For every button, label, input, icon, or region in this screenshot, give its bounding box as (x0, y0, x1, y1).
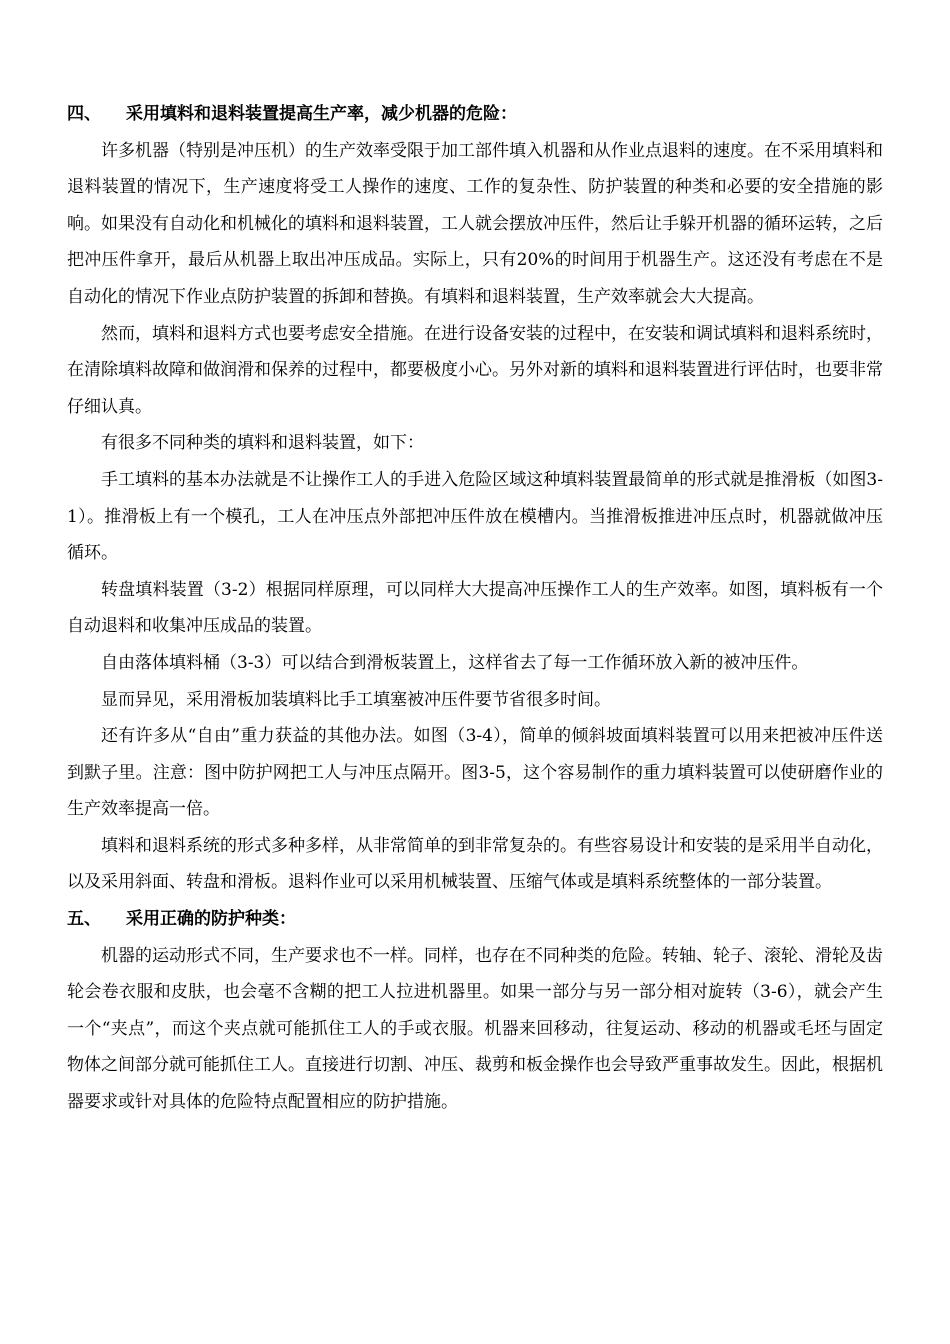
paragraph: 机器的运动形式不同，生产要求也不一样。同样，也存在不同种类的危险。转轴、轮子、滚轮、滑轮及齿轮会卷衣服和皮肤，也会毫不含糊的把工人拉进机器里。如果一部分与另一部分相对旋转（3-6），就会产生一个“夹点”，而这个夹点就可能抓住工人的手或衣服。机器来回移动，往复运动、移动的机器或毛坯与固定物体之间部分就可能抓住工人。直接进行切割、冲压、裁剪和板金操作也会导致严重事故发生。因此，根据机器要求或针对具体的危险特点配置相应的防护措施。 (67, 945, 883, 1113)
paragraph: 手工填料的基本办法就是不让操作工人的手进入危险区域这种填料装置最简单的形式就是推滑板（如图3-1）。推滑板上有一个模孔，工人在冲压点外部把冲压件放在模槽内。当推滑板推进冲压点时，机器就做冲压循环。 (67, 469, 883, 564)
paragraph: 转盘填料装置（3-2）根据同样原理，可以同样大大提高冲压操作工人的生产效率。如图，填料板有一个自动退料和收集冲压成品的装置。 (67, 579, 883, 637)
paragraph: 还有许多从“自由”重力获益的其他办法。如图（3-4），简单的倾斜坡面填料装置可以用来把被冲压件送到默子里。注意：图中防护网把工人与冲压点隔开。图3-5，这个容易制作的重力填料装置可以使研磨作业的生产效率提高一倍。 (67, 726, 883, 820)
section-heading-4 (67, 96, 883, 133)
section-title: 采用正确的防护种类： (126, 909, 296, 930)
paragraph: 显而异见，采用滑板加装填料比手工填塞被冲压件要节省很多时间。 (101, 689, 611, 710)
paragraph: 有很多不同种类的填料和退料装置，如下： (101, 433, 424, 454)
paragraph: 然而，填料和退料方式也要考虑安全措施。在进行设备安装的过程中，在安装和调试填料和退料系统时，在清除填料故障和做润滑和保养的过程中，都要极度小心。另外对新的填料和退料装置进行评估时，也要非常仔细认真。 (67, 323, 883, 417)
paragraph: 许多机器（特别是冲压机）的生产效率受限于加工部件填入机器和从作业点退料的速度。在不采用填料和退料装置的情况下，生产速度将受工人操作的速度、工作的复杂性、防护装置的种类和必要的安全措施的影响。如果没有自动化和机械化的填料和退料装置，工人就会摆放冲压件，然后让手躲开机器的循环运转，之后把冲压件拿开，最后从机器上取出冲压成品。实际上，只有20%的时间用于机器生产。这还没有考虑在不是自动化的情况下作业点防护装置的拆卸和替换。有填料和退料装置，生产效率就会大大提高。 (67, 140, 883, 307)
section-heading-5 (67, 901, 883, 938)
section-number: 五、 (67, 909, 101, 930)
section-title: 采用填料和退料装置提高生产率，减少机器的危险： (126, 104, 517, 124)
paragraph: 自由落体填料桶（3-3）可以结合到滑板装置上，这样省去了每一工作循环放入新的被冲压件。 (101, 652, 809, 673)
paragraph: 填料和退料系统的形式多种多样，从非常简单的到非常复杂的。有些容易设计和安装的是采用半自动化，以及采用斜面、转盘和滑板。退料作业可以采用机械装置、压缩气体或是填料系统整体的一部分装置。 (67, 835, 883, 893)
document-body (67, 96, 883, 1121)
section-number: 四、 (67, 104, 101, 124)
